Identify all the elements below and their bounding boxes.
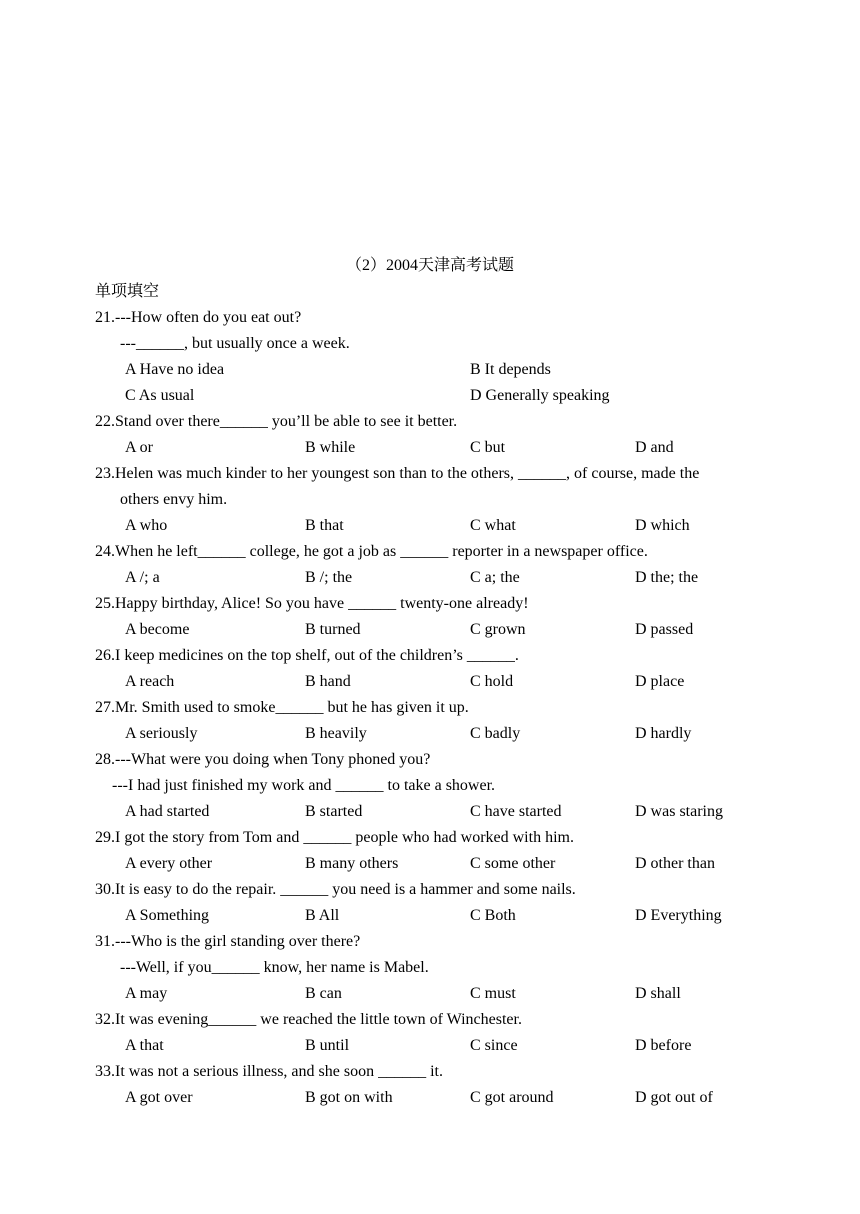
answer-option: A who — [125, 517, 168, 534]
answer-option: C a; the — [470, 569, 520, 586]
question-stem: 33.It was not a serious illness, and she soon ______ it. — [95, 1063, 443, 1080]
question-stem: 24.When he left______ college, he got a job as ______ reporter in a newspaper office. — [95, 543, 648, 560]
answer-option: B turned — [305, 621, 361, 638]
answer-option: C but — [470, 439, 506, 456]
answer-option: D hardly — [635, 725, 692, 742]
answer-option: D got out of — [635, 1089, 713, 1106]
answer-option: C got around — [470, 1089, 554, 1106]
question-stem-continued: ---I had just finished my work and ______ to take a shower. — [112, 777, 496, 794]
answer-option: C have started — [470, 803, 562, 820]
answer-option: B started — [305, 803, 363, 820]
answer-option: A had started — [125, 803, 210, 820]
answer-option: B heavily — [305, 725, 367, 742]
answer-option: A /; a — [125, 569, 160, 586]
answer-option: D other than — [635, 855, 715, 872]
page-title: （2）2004天津高考试题 — [345, 257, 514, 274]
answer-option: A that — [125, 1037, 164, 1054]
question-stem: 30.It is easy to do the repair. ______ you need is a hammer and some nails. — [95, 881, 576, 898]
answer-option: D and — [635, 439, 674, 456]
question-stem: 28.---What were you doing when Tony phoned you? — [95, 751, 431, 768]
answer-option: C must — [470, 985, 516, 1002]
answer-option: C As usual — [125, 387, 195, 404]
answer-option: B can — [305, 985, 342, 1002]
question-stem: 22.Stand over there______ you’ll be able to see it better. — [95, 413, 458, 430]
answer-option: C what — [470, 517, 516, 534]
answer-option: D was staring — [635, 803, 723, 820]
question-stem: 21.---How often do you eat out? — [95, 309, 302, 326]
answer-option: D which — [635, 517, 690, 534]
answer-option: B got on with — [305, 1089, 393, 1106]
answer-option: D place — [635, 673, 685, 690]
answer-option: B until — [305, 1037, 350, 1054]
answer-option: C Both — [470, 907, 516, 924]
answer-option: B /; the — [305, 569, 353, 586]
answer-option: C badly — [470, 725, 521, 742]
answer-option: B many others — [305, 855, 399, 872]
answer-option: A Something — [125, 907, 210, 924]
section-heading: 单项填空 — [95, 283, 160, 300]
answer-option: D before — [635, 1037, 692, 1054]
question-stem: 25.Happy birthday, Alice! So you have ______ twenty-one already! — [95, 595, 529, 612]
answer-option: D Generally speaking — [470, 387, 610, 404]
answer-option: B All — [305, 907, 340, 924]
question-stem-continued: others envy him. — [120, 491, 228, 508]
answer-option: C hold — [470, 673, 514, 690]
answer-option: A or — [125, 439, 153, 456]
answer-option: A may — [125, 985, 168, 1002]
answer-option: C some other — [470, 855, 556, 872]
answer-option: A every other — [125, 855, 213, 872]
question-stem: 23.Helen was much kinder to her youngest son than to the others, ______, of course, made the — [95, 465, 700, 482]
answer-option: D shall — [635, 985, 681, 1002]
answer-option: D passed — [635, 621, 694, 638]
answer-option: D Everything — [635, 907, 722, 924]
answer-option: D the; the — [635, 569, 699, 586]
answer-option: B while — [305, 439, 356, 456]
question-stem: 26.I keep medicines on the top shelf, out of the children’s ______. — [95, 647, 519, 664]
question-stem: 31.---Who is the girl standing over there? — [95, 933, 361, 950]
answer-option: B It depends — [470, 361, 551, 378]
answer-option: B that — [305, 517, 344, 534]
answer-option: A got over — [125, 1089, 193, 1106]
answer-option: A become — [125, 621, 190, 638]
answer-option: C since — [470, 1037, 518, 1054]
question-stem: 29.I got the story from Tom and ______ people who had worked with him. — [95, 829, 574, 846]
question-stem: 27.Mr. Smith used to smoke______ but he has given it up. — [95, 699, 469, 716]
question-stem-continued: ---______, but usually once a week. — [120, 335, 350, 352]
answer-option: A reach — [125, 673, 175, 690]
answer-option: B hand — [305, 673, 351, 690]
question-stem: 32.It was evening______ we reached the little town of Winchester. — [95, 1011, 522, 1028]
question-stem-continued: ---Well, if you______ know, her name is Mabel. — [120, 959, 429, 976]
answer-option: A seriously — [125, 725, 198, 742]
answer-option: A Have no idea — [125, 361, 225, 378]
answer-option: C grown — [470, 621, 526, 638]
